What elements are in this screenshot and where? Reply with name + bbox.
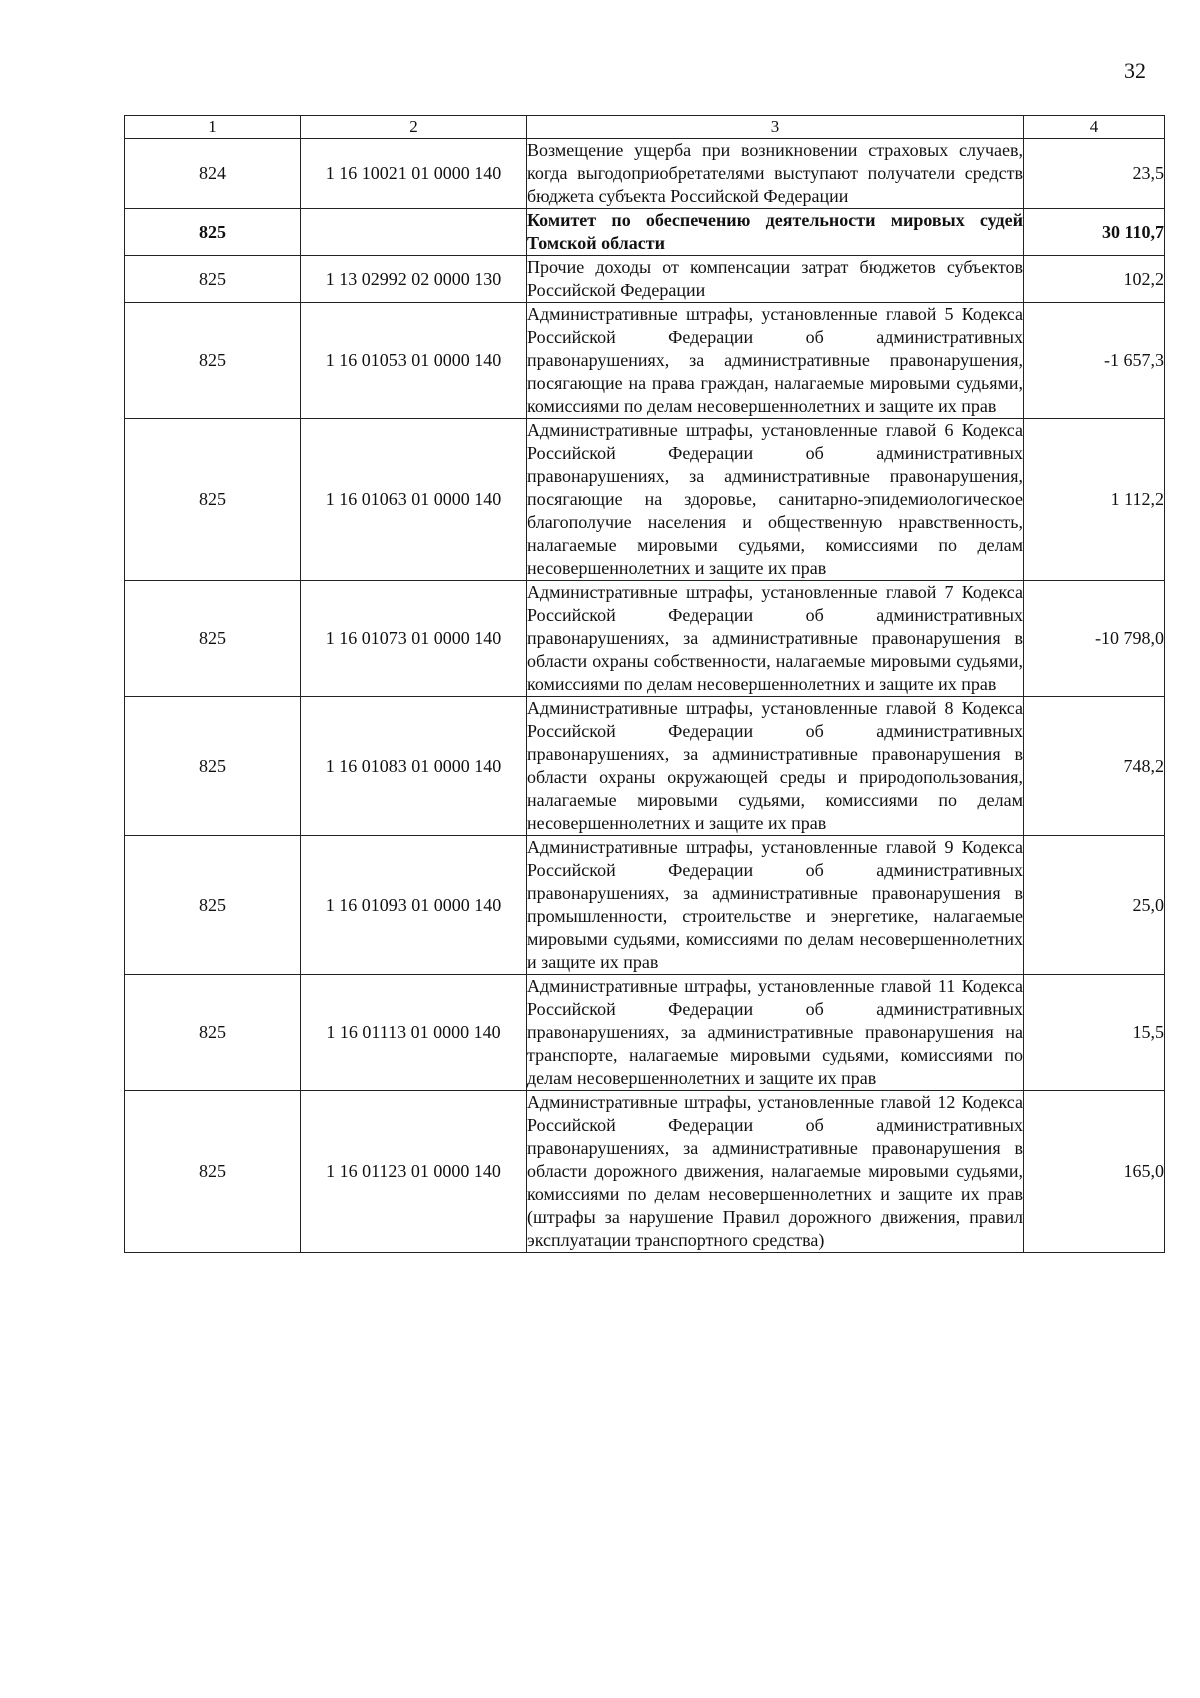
amount-cell: 102,2 [1024, 256, 1165, 303]
revenue-name-cell: Административные штрафы, установленные главой 5 Кодекса Российской Федерации об административных правонарушениях, за административные правонарушения, посягающие на права граждан, налагаемые мировыми судьями, комиссиями по делам несовершеннолетних и защите их прав [527, 303, 1024, 419]
amount-cell: 30 110,7 [1024, 209, 1165, 256]
budget-code-cell: 1 16 01113 01 0000 140 [301, 975, 527, 1091]
table-row [125, 581, 1165, 697]
table-row [125, 256, 1165, 303]
column-number-4: 4 [1024, 116, 1165, 139]
budget-code-cell: 1 16 01083 01 0000 140 [301, 697, 527, 836]
admin-code-cell: 825 [125, 303, 301, 419]
admin-code-cell: 825 [125, 209, 301, 256]
amount-cell: 25,0 [1024, 836, 1165, 975]
budget-code-cell: 1 16 01093 01 0000 140 [301, 836, 527, 975]
table-row [125, 139, 1165, 209]
amount-cell: 1 112,2 [1024, 419, 1165, 581]
admin-code-cell: 825 [125, 419, 301, 581]
table-row [125, 303, 1165, 419]
admin-code-cell: 825 [125, 581, 301, 697]
budget-code-cell: 1 16 01123 01 0000 140 [301, 1091, 527, 1253]
amount-cell: 23,5 [1024, 139, 1165, 209]
admin-code-cell: 825 [125, 836, 301, 975]
table-row [125, 697, 1165, 836]
table-row [125, 975, 1165, 1091]
admin-code-cell: 825 [125, 256, 301, 303]
table-row [125, 1091, 1165, 1253]
admin-code-cell: 824 [125, 139, 301, 209]
amount-cell: 15,5 [1024, 975, 1165, 1091]
budget-code-cell: 1 16 01063 01 0000 140 [301, 419, 527, 581]
revenue-name-cell: Комитет по обеспечению деятельности мировых судей Томской области [527, 209, 1024, 256]
revenue-name-cell: Административные штрафы, установленные главой 12 Кодекса Российской Федерации об административных правонарушениях, за административные правонарушения в области дорожного движения, налагаемые мировыми судьями, комиссиями по делам несовершеннолетних и защите их прав (штрафы за нарушение Правил дорожного движения, правил эксплуатации транспортного средства) [527, 1091, 1024, 1253]
revenue-name-cell: Административные штрафы, установленные главой 6 Кодекса Российской Федерации об административных правонарушениях, за административные правонарушения, посягающие на здоровье, санитарно-эпидемиологическое благополучие населения и общественную нравственность, налагаемые мировыми судьями, комиссиями по делам несовершеннолетних и защите их прав [527, 419, 1024, 581]
budget-code-cell: 1 13 02992 02 0000 130 [301, 256, 527, 303]
admin-code-cell: 825 [125, 697, 301, 836]
column-number-2: 2 [301, 116, 527, 139]
amount-cell: -10 798,0 [1024, 581, 1165, 697]
revenue-table [124, 115, 1165, 1253]
amount-cell: 748,2 [1024, 697, 1165, 836]
table-row [125, 419, 1165, 581]
budget-code-cell: 1 16 01073 01 0000 140 [301, 581, 527, 697]
revenue-name-cell: Административные штрафы, установленные главой 11 Кодекса Российской Федерации об административных правонарушениях, за административные правонарушения на транспорте, налагаемые мировыми судьями, комиссиями по делам несовершеннолетних и защите их прав [527, 975, 1024, 1091]
revenue-name-cell: Прочие доходы от компенсации затрат бюджетов субъектов Российской Федерации [527, 256, 1024, 303]
page-number: 32 [1124, 58, 1146, 83]
budget-code-cell [301, 209, 527, 256]
column-number-3: 3 [527, 116, 1024, 139]
budget-code-cell: 1 16 10021 01 0000 140 [301, 139, 527, 209]
admin-code-cell: 825 [125, 1091, 301, 1253]
revenue-name-cell: Административные штрафы, установленные главой 7 Кодекса Российской Федерации об административных правонарушениях, за административные правонарушения в области охраны собственности, налагаемые мировыми судьями, комиссиями по делам несовершеннолетних и защите их прав [527, 581, 1024, 697]
amount-cell: -1 657,3 [1024, 303, 1165, 419]
table-row [125, 836, 1165, 975]
revenue-name-cell: Возмещение ущерба при возникновении страховых случаев, когда выгодоприобретателями выступают получатели средств бюджета субъекта Российской Федерации [527, 139, 1024, 209]
column-number-row [125, 116, 1165, 139]
budget-code-cell: 1 16 01053 01 0000 140 [301, 303, 527, 419]
column-number-1: 1 [125, 116, 301, 139]
table-body [125, 116, 1165, 1253]
table-row [125, 209, 1165, 256]
admin-code-cell: 825 [125, 975, 301, 1091]
amount-cell: 165,0 [1024, 1091, 1165, 1253]
revenue-name-cell: Административные штрафы, установленные главой 9 Кодекса Российской Федерации об административных правонарушениях, за административные правонарушения в промышленности, строительстве и энергетике, налагаемые мировыми судьями, комиссиями по делам несовершеннолетних и защите их прав [527, 836, 1024, 975]
revenue-name-cell: Административные штрафы, установленные главой 8 Кодекса Российской Федерации об административных правонарушениях, за административные правонарушения в области охраны окружающей среды и природопользования, налагаемые мировыми судьями, комиссиями по делам несовершеннолетних и защите их прав [527, 697, 1024, 836]
